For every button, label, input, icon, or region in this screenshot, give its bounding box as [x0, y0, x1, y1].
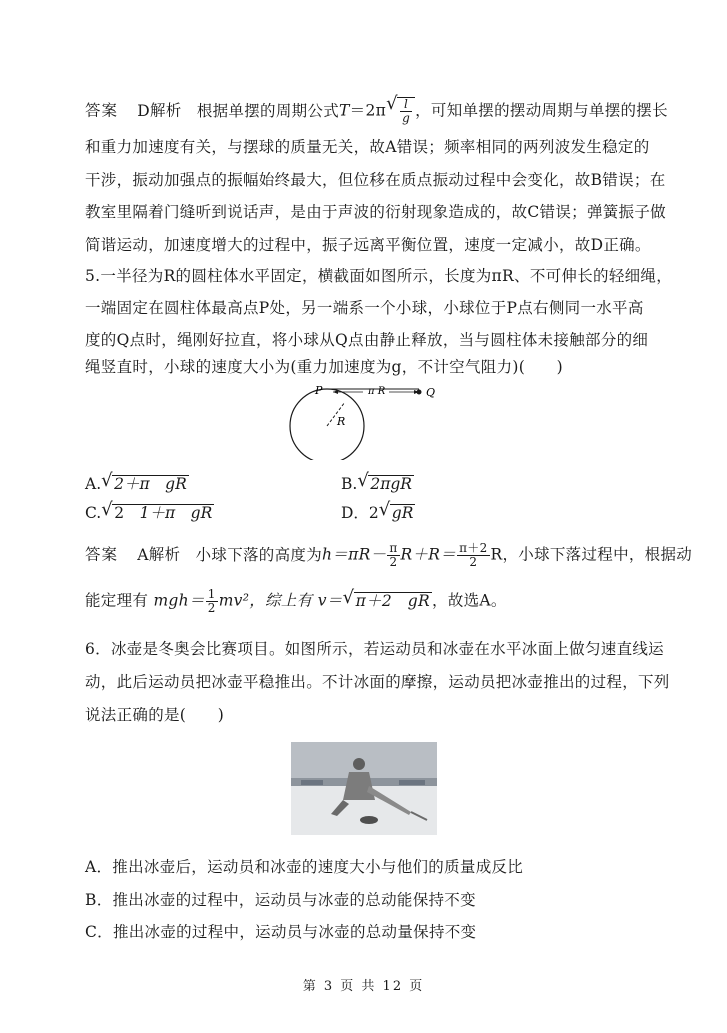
- radicand: π＋2 gR: [355, 591, 431, 610]
- answer-choice: A: [137, 545, 149, 564]
- q5-option-b: [341, 470, 414, 494]
- formula-text: v＝: [317, 591, 343, 610]
- frac-den: 2: [469, 555, 478, 569]
- frac-pi-plus-2-over-2: [457, 542, 489, 569]
- text: ，故选A。: [432, 591, 507, 610]
- cylinder-circle: [290, 389, 364, 460]
- label-q: Q: [426, 386, 436, 399]
- radicand: gR: [391, 504, 414, 522]
- answer-label: 答案: [85, 545, 119, 564]
- radicand: 1＋π gR: [139, 504, 213, 522]
- q5-line-4: 绳竖直时，小球的速度大小为(重力加速度为g，不计空气阻力)( ): [85, 358, 564, 376]
- q5-option-d: [341, 499, 415, 523]
- q4-answer-line-1: [85, 93, 668, 125]
- q5-line-1: 5.一半径为R的圆柱体水平固定，横截面如图所示，长度为πR、不可伸长的轻细绳，: [85, 267, 673, 285]
- q6-line-3: 说法正确的是( ): [85, 706, 225, 724]
- q5-answer-line-2: [85, 588, 655, 615]
- q5-option-c: [85, 499, 214, 523]
- q6-option-b: B．推出冰壶的过程中，运动员与冰壶的总动能保持不变: [85, 891, 476, 909]
- q6-option-c: C．推出冰壶的过程中，运动员与冰壶的总动量保持不变: [85, 923, 477, 941]
- formula-text: mv²，综上有: [218, 591, 313, 610]
- q5-answer-line-1: [85, 541, 693, 569]
- radicand: 2＋π gR: [114, 475, 187, 493]
- text: ，可知单摆的摆动周期与单摆的摆长: [415, 101, 668, 120]
- formula-text: h＝πR－: [322, 545, 387, 564]
- frac-num: 1: [207, 587, 216, 601]
- q6-line-1: 6．冰壶是冬奥会比赛项目。如图所示，若运动员和冰壶在水平冰面上做匀速直线运: [85, 640, 664, 658]
- q6-option-a: A．推出冰壶后，运动员和冰壶的速度大小与他们的质量成反比: [85, 858, 524, 876]
- sqrt-d: √ gR: [378, 499, 414, 522]
- sqrt-v: √ π＋2 gR: [342, 586, 431, 610]
- q4-answer-line-4: 教室里隔着门缝听到说话声，是由于声波的衍射现象造成的，故C错误；弹簧振子做: [85, 203, 666, 221]
- radicand: 2πgR: [370, 475, 412, 493]
- option-prefix: D．2: [341, 504, 379, 522]
- q4-answer-line-3: 干涉，振动加强点的振幅始终最大，但位移在质点振动过程中会变化，故B错误；在: [85, 171, 666, 189]
- formula-text: mgh＝: [153, 591, 205, 610]
- frac-den: g: [402, 111, 411, 125]
- option-prefix: C.: [85, 504, 102, 522]
- frac-pi-over-2: [387, 542, 399, 569]
- q4-answer-line-2: 和重力加速度有关，与摆球的质量无关，故A错误；频率相同的两列波发生稳定的: [85, 138, 650, 156]
- q5-option-a: [85, 470, 189, 494]
- ball-q: [417, 390, 422, 395]
- option-prefix: B.: [341, 475, 358, 493]
- frac-num: π: [389, 541, 398, 555]
- formula-text: R，小球下落过程中，根据动: [490, 545, 693, 564]
- answer-choice: D: [137, 101, 150, 120]
- text: 能定理有: [85, 591, 149, 610]
- formula-var: T: [339, 101, 350, 120]
- answer-label: 答案: [85, 101, 119, 120]
- sqrt-a: √ 2＋π gR: [101, 470, 187, 493]
- q5-cylinder-figure: [285, 380, 445, 460]
- formula-text: ＝2π: [349, 101, 387, 120]
- frac-den: 2: [389, 555, 398, 569]
- curling-photo-illustration: [291, 742, 437, 835]
- sqrt-l-over-g: √ $\frac{l}{g}$: [386, 97, 415, 125]
- label-rope-length: π R: [368, 386, 386, 397]
- q5-line-3: 度的Q点时，绳刚好拉直，将小球从Q点由静止释放，当与圆柱体未接触部分的细: [85, 331, 649, 349]
- q5-line-2: 一端固定在圆柱体最高点P处，另一端系一个小球，小球位于P点右侧同一水平高: [85, 299, 644, 317]
- frac-num: π＋2: [459, 541, 488, 555]
- curling-photo: [291, 742, 437, 835]
- q4-answer-line-5: 简谐运动，加速度增大的过程中，振子远离平衡位置，速度一定减小，故D正确。: [85, 236, 651, 254]
- jiexi-label: 解析: [148, 545, 181, 564]
- page-footer: 第 3 页 共 12 页: [302, 979, 425, 994]
- label-p: P: [315, 384, 323, 397]
- jiexi-label: 解析: [149, 101, 182, 120]
- sqrt-b: √ 2πgR: [357, 470, 412, 493]
- frac-1-over-2: [206, 588, 218, 615]
- text: 根据单摆的周期公式: [196, 101, 340, 120]
- label-r: R: [337, 415, 346, 428]
- radicand: 2: [114, 504, 125, 522]
- frac-den: 2: [207, 601, 216, 615]
- q6-line-2: 动，此后运动员把冰壶平稳推出。不计冰面的摩擦，运动员把冰壶推出的过程，下列: [85, 673, 670, 691]
- option-prefix: A.: [85, 475, 102, 493]
- frac-num: l: [400, 98, 412, 112]
- text: 小球下落的高度为: [195, 545, 322, 564]
- sqrt-c: √ 2 1＋π gR: [101, 499, 213, 522]
- formula-text: R＋R＝: [400, 545, 457, 564]
